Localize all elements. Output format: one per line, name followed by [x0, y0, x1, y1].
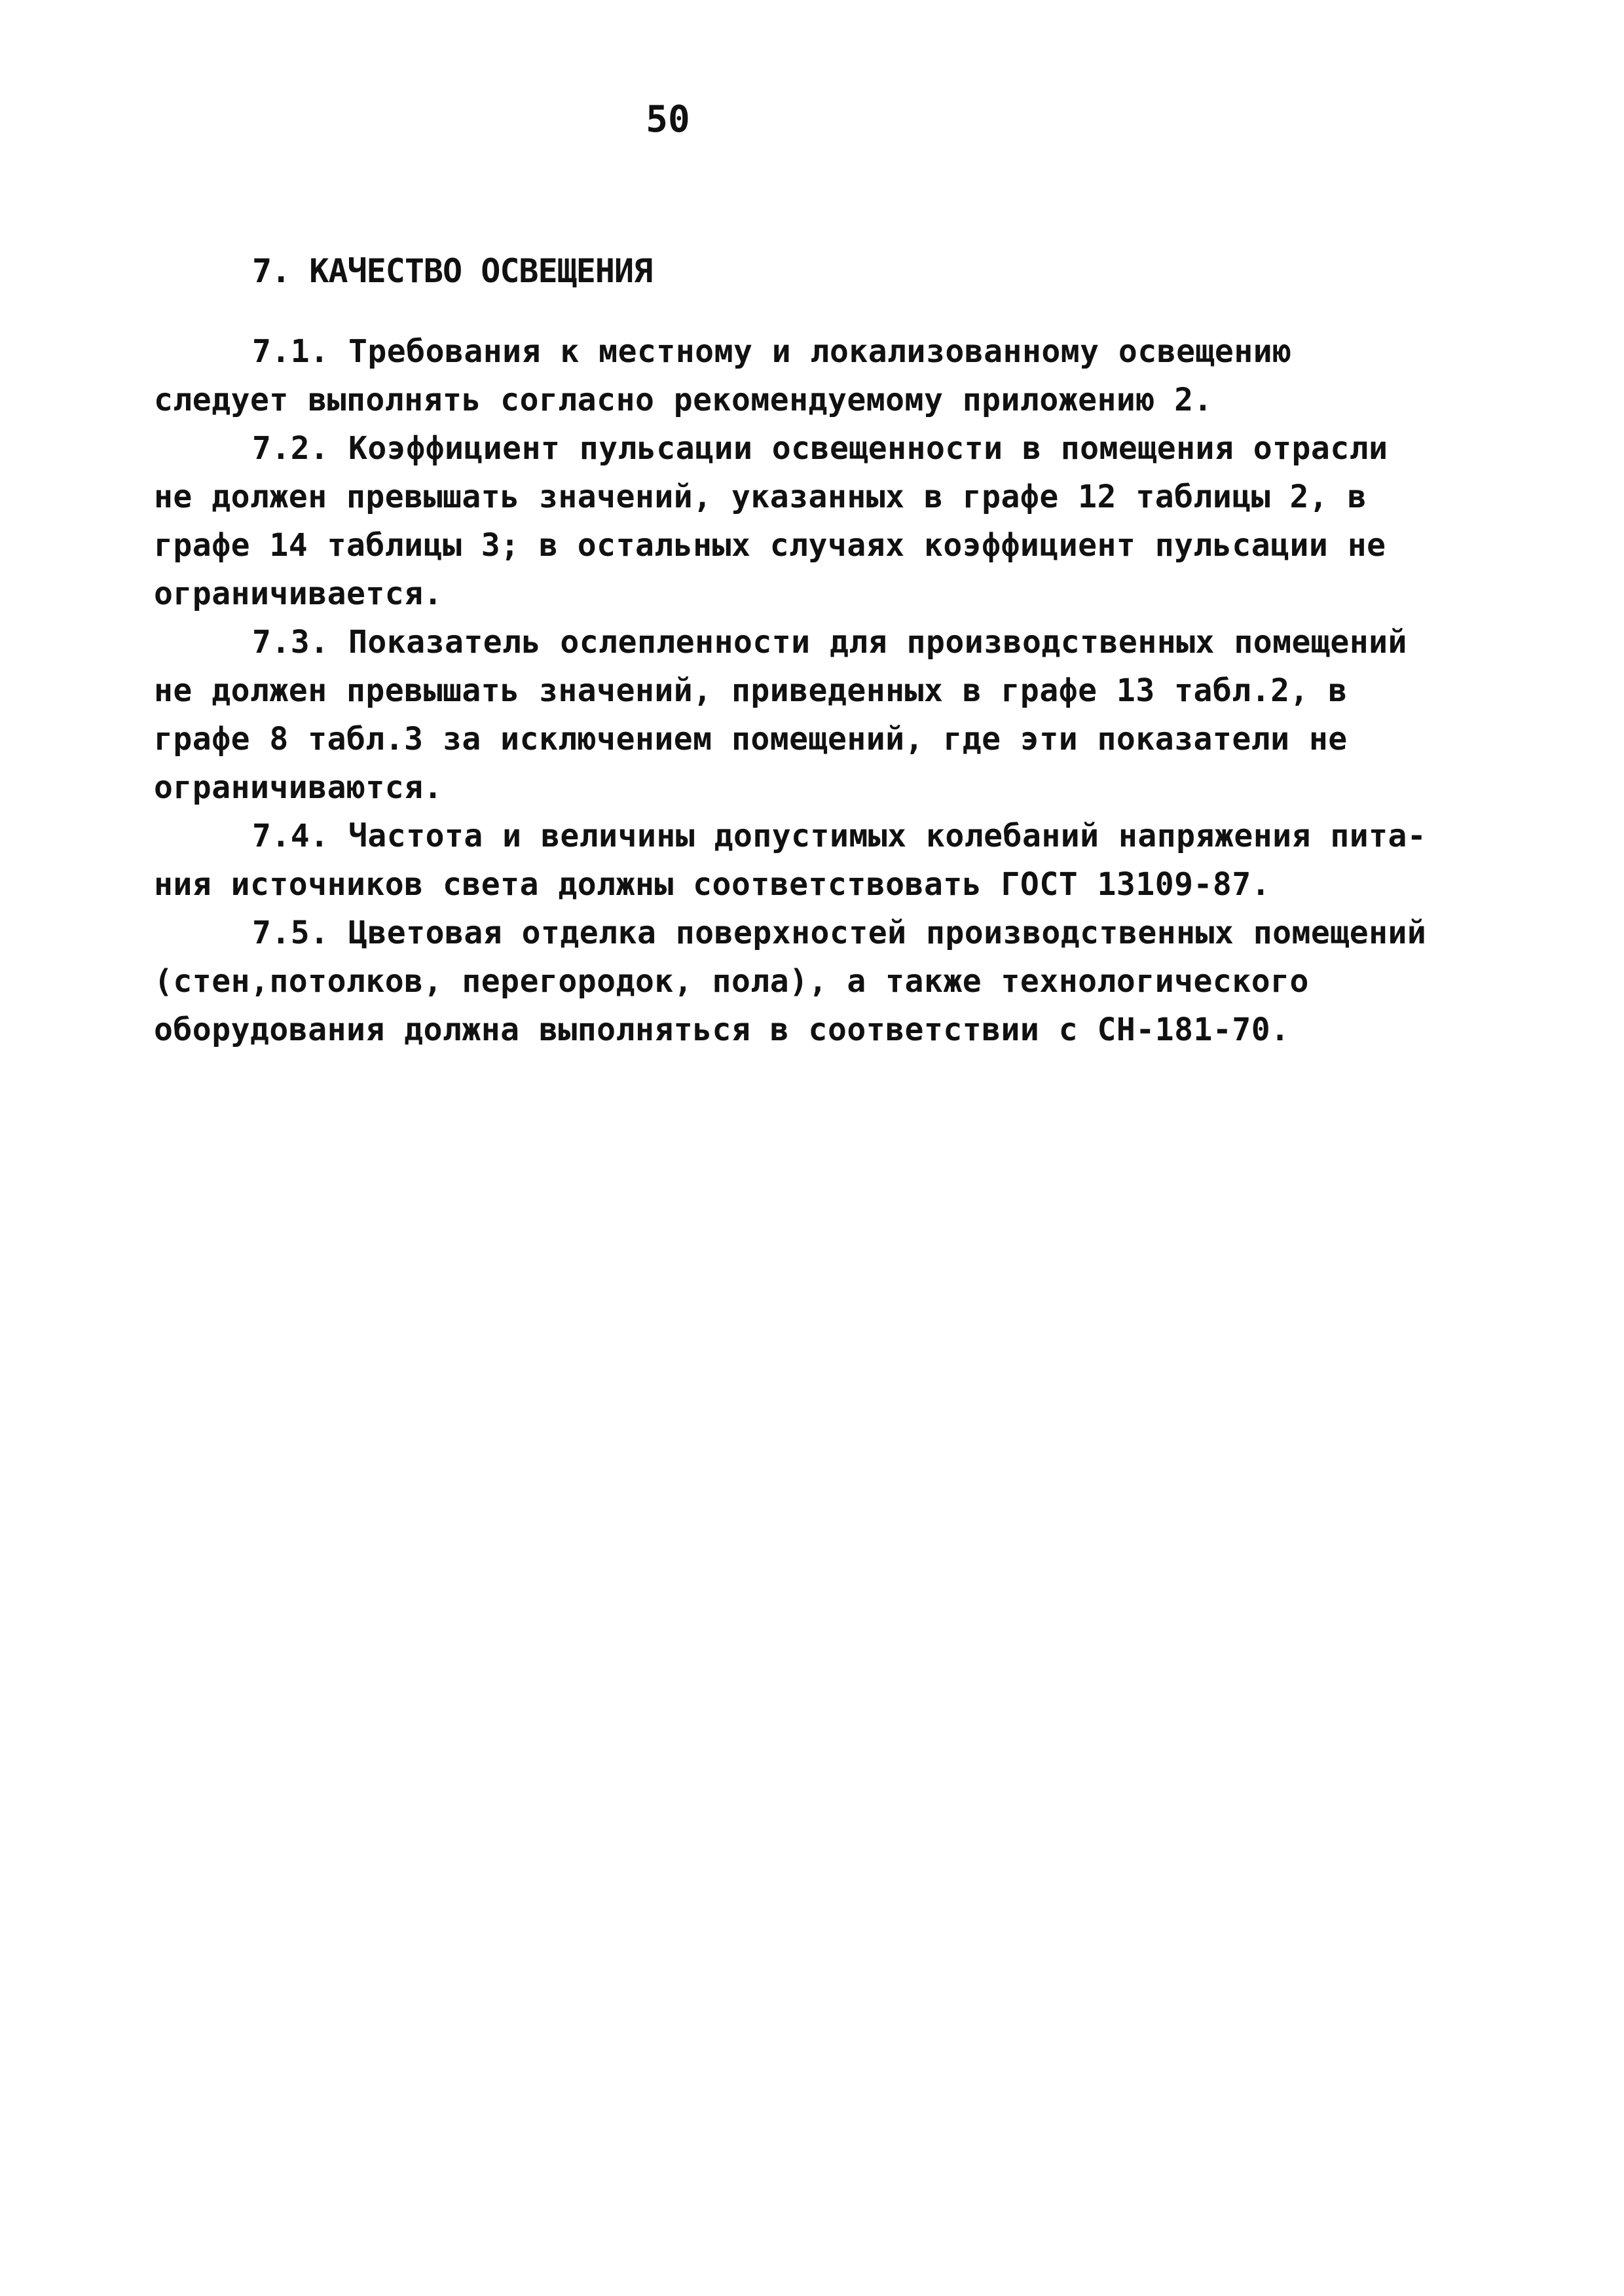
text-line: 7.3. Показатель ослепленности для производственных помещений [252, 624, 1407, 661]
text-line: графе 8 табл.3 за исключением помещений, где эти показатели не [154, 721, 1348, 757]
section-heading: 7. КАЧЕСТВО ОСВЕЩЕНИЯ [252, 252, 653, 290]
text-line: не должен превышать значений, указанных в графе 12 таблицы 2, в [154, 479, 1367, 515]
text-line: (стен,потолков, перегородок, пола), а также технологического [154, 963, 1309, 1000]
text-line: 7.2. Коэффициент пульсации освещенности в помещения отрасли [252, 430, 1388, 467]
text-line: 7.4. Частота и величины допустимых колебаний напряжения пита- [252, 818, 1427, 854]
text-line: не должен превышать значений, приведенных в графе 13 табл.2, в [154, 672, 1348, 709]
text-line: ограничиваются. [154, 769, 443, 806]
text-line: графе 14 таблицы 3; в остальных случаях коэффициент пульсации не [154, 527, 1386, 564]
body-text [154, 327, 1496, 1054]
text-line: 7.5. Цветовая отделка поверхностей производственных помещений [252, 915, 1427, 951]
text-line: оборудования должна выполняться в соответствии с СН-181-70. [154, 1011, 1290, 1048]
text-line: ния источников света должны соответствовать ГОСТ 13109-87. [154, 866, 1271, 903]
text-line: 7.1. Требования к местному и локализованному освещению [252, 333, 1292, 370]
text-line: следует выполнять согласно рекомендуемому приложению 2. [154, 382, 1213, 418]
text-line: ограничивается. [154, 575, 443, 612]
page-number: 50 [646, 98, 690, 141]
